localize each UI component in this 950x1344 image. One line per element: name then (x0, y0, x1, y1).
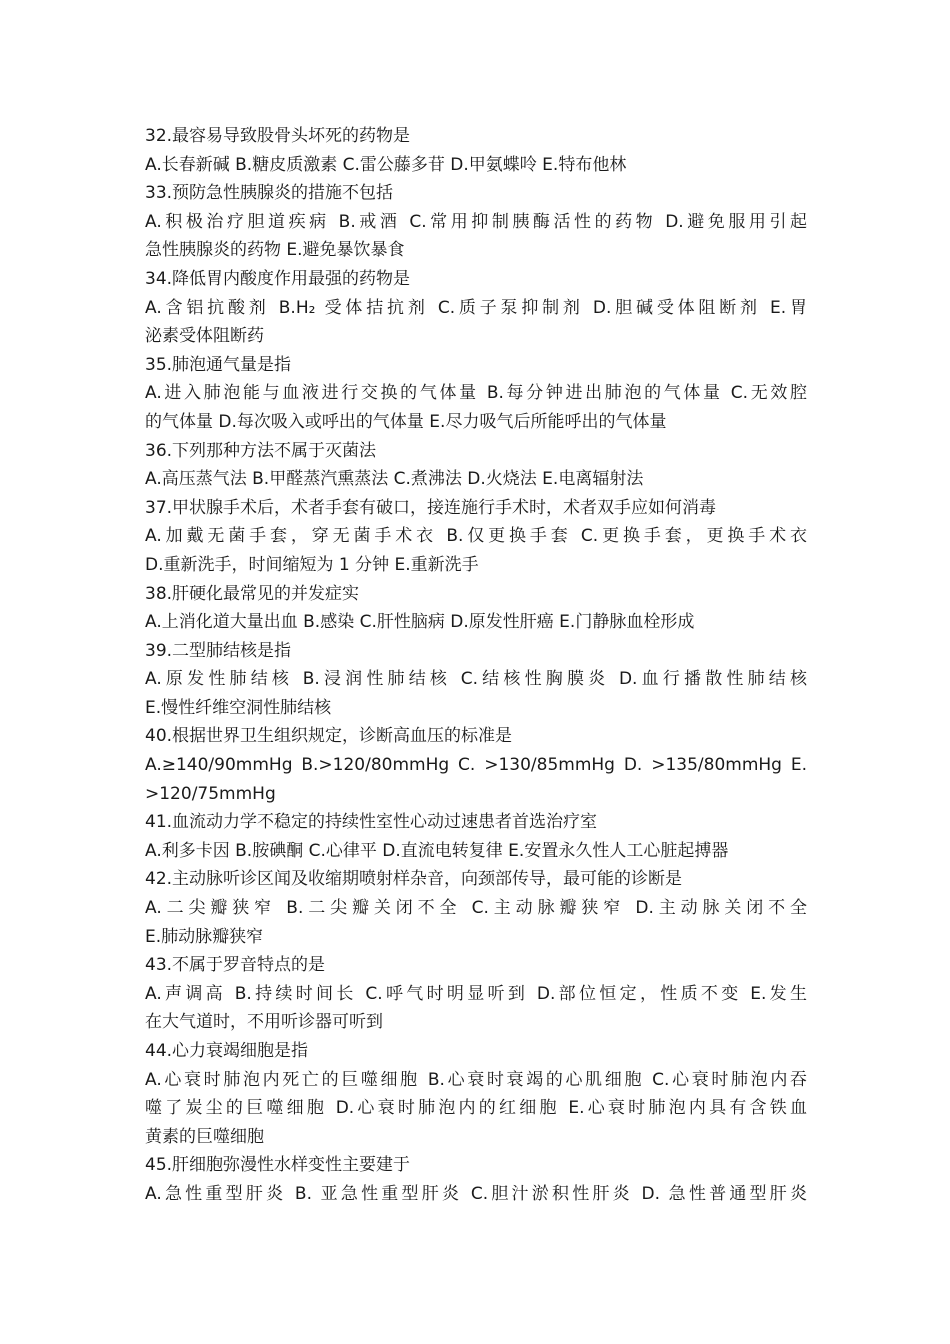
document-body (145, 122, 807, 1209)
question-38-stem: 38.肝硬化最常见的并发症实 (145, 583, 360, 604)
question-43-stem: 43.不属于罗音特点的是 (145, 955, 326, 976)
question-36-stem: 36.下列那种方法不属于灭菌法 (145, 440, 377, 461)
question-34-options: A.含铝抗酸剂 B.H₂ 受体拮抗剂 C.质子泵抑制剂 D.胆碱受体阻断剂 E.胃 (145, 297, 807, 318)
question-44-options-cont-2: 黄素的巨噬细胞 (145, 1126, 264, 1147)
question-40-stem: 40.根据世界卫生组织规定，诊断高血压的标准是 (145, 726, 513, 747)
question-32-options: A.长春新碱 B.糖皮质激素 C.雷公藤多苷 D.甲氨蝶呤 E.特布他林 (145, 154, 627, 175)
question-44-options-cont: 噬了炭尘的巨噬细胞 D.心衰时肺泡内的红细胞 E.心衰时肺泡内具有含铁血 (145, 1098, 807, 1119)
question-43-options-cont: 在大气道时，不用听诊器可听到 (145, 1012, 383, 1033)
question-45-options: A.急性重型肝炎 B. 亚急性重型肝炎 C.胆汁淤积性肝炎 D. 急性普通型肝炎 (145, 1183, 807, 1204)
question-39-stem: 39.二型肺结核是指 (145, 640, 292, 661)
question-37-options-cont: D.重新洗手，时间缩短为 1 分钟 E.重新洗手 (145, 554, 479, 575)
question-40-options: A.≥140/90mmHg B.>120/80mmHg C. >130/85mmHg D. >135/80mmHg E. (145, 755, 807, 776)
question-35-options-cont: 的气体量 D.每次吸入或呼出的气体量 E.尽力吸气后所能呼出的气体量 (145, 411, 667, 432)
question-32-stem: 32.最容易导致股骨头坏死的药物是 (145, 126, 411, 146)
question-35-stem: 35.肺泡通气量是指 (145, 354, 292, 375)
question-42-stem: 42.主动脉听诊区闻及收缩期喷射样杂音，向颈部传导，最可能的诊断是 (145, 869, 683, 890)
question-35-options: A.进入肺泡能与血液进行交换的气体量 B.每分钟进出肺泡的气体量 C.无效腔 (145, 383, 807, 404)
question-44-stem: 44.心力衰竭细胞是指 (145, 1041, 309, 1061)
question-41-options: A.利多卡因 B.胺碘酮 C.心律平 D.直流电转复律 E.安置永久性人工心脏起搏器 (145, 840, 729, 861)
question-37-stem: 37.甲状腺手术后，术者手套有破口，接连施行手术时，术者双手应如何消毒 (145, 497, 717, 518)
question-33-options: A.积极治疗胆道疾病 B.戒酒 C.常用抑制胰酶活性的药物 D.避免服用引起 (145, 211, 807, 232)
question-39-options-cont: E.慢性纤维空洞性肺结核 (145, 697, 332, 718)
question-37-options: A.加戴无菌手套，穿无菌手术衣 B.仅更换手套 C.更换手套，更换手术衣 (145, 526, 807, 547)
question-34-stem: 34.降低胃内酸度作用最强的药物是 (145, 268, 411, 289)
question-39-options: A.原发性肺结核 B.浸润性肺结核 C.结核性胸膜炎 D.血行播散性肺结核 (145, 669, 807, 690)
question-40-options-cont: >120/75mmHg (145, 783, 276, 804)
question-36-options: A.高压蒸气法 B.甲醛蒸汽熏蒸法 C.煮沸法 D.火烧法 E.电离辐射法 (145, 469, 644, 490)
question-43-options: A.声调高 B.持续时间长 C.呼气时明显听到 D.部位恒定，性质不变 E.发生 (145, 983, 807, 1004)
question-41-stem: 41.血流动力学不稳定的持续性室性心动过速患者首选治疗室 (145, 812, 598, 833)
question-42-options-cont: E.肺动脉瓣狭窄 (145, 926, 264, 947)
question-33-options-cont: 急性胰腺炎的药物 E.避免暴饮暴食 (145, 240, 405, 261)
question-33-stem: 33.预防急性胰腺炎的措施不包括 (145, 183, 394, 204)
question-45-stem: 45.肝细胞弥漫性水样变性主要建于 (145, 1155, 411, 1176)
question-34-options-cont: 泌素受体阻断药 (145, 326, 264, 347)
question-38-options: A.上消化道大量出血 B.感染 C.肝性脑病 D.原发性肝癌 E.门静脉血栓形成 (145, 612, 695, 633)
question-42-options: A.二尖瓣狭窄 B.二尖瓣关闭不全 C.主动脉瓣狭窄 D.主动脉关闭不全 (145, 898, 807, 919)
question-44-options: A.心衰时肺泡内死亡的巨噬细胞 B.心衰时衰竭的心肌细胞 C.心衰时肺泡内吞 (145, 1069, 807, 1090)
